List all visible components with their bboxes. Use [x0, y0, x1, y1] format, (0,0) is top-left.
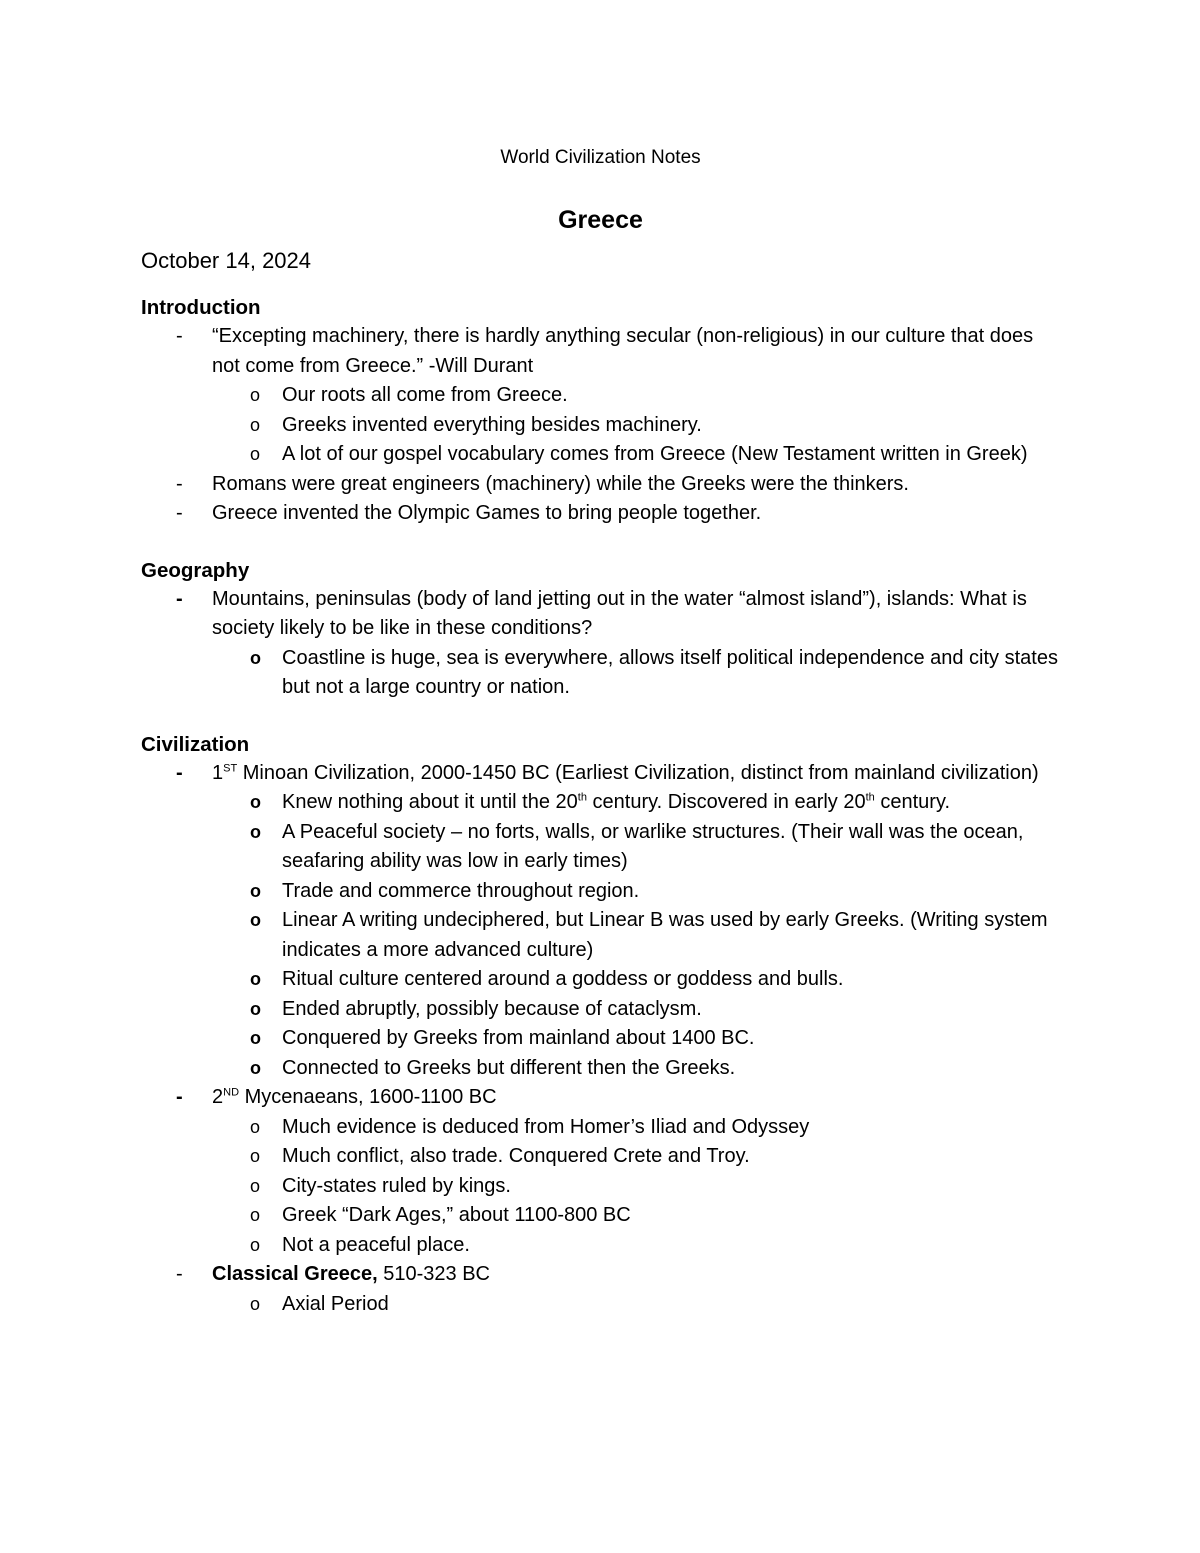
list-item-text: Greek “Dark Ages,” about 1100-800 BC — [282, 1204, 631, 1226]
list-item-text: Romans were great engineers (machinery) while the Greeks were the thinkers. — [212, 472, 909, 495]
ordinal-suffix: th — [865, 791, 875, 804]
list-item-text — [212, 1263, 490, 1285]
list-item-text: Not a peaceful place. — [282, 1233, 470, 1256]
circle-bullet: o — [250, 792, 261, 812]
list-item — [141, 499, 1060, 529]
list-item-text: Trade and commerce throughout region. — [282, 879, 640, 902]
circle-bullet: o — [250, 1146, 261, 1166]
list-item-text: Ritual culture centered around a goddess or goddess and bulls. — [282, 968, 844, 990]
classical-greece-dates: 510-323 BC — [377, 1263, 490, 1285]
text-run: century. Discovered in early 20 — [586, 791, 866, 813]
list-item-text: Axial Period — [282, 1292, 389, 1315]
list-item — [141, 440, 1060, 470]
list-item-text: Mountains, peninsulas (body of land jetting out in the water “almost island”), islands: What is society likely to be like in these conditions? — [212, 587, 1027, 639]
list-item — [141, 644, 1060, 703]
list-item — [141, 1083, 1060, 1113]
circle-bullet: o — [250, 444, 261, 464]
dash-bullet: - — [176, 502, 183, 524]
list-item-text: “Excepting machinery, there is hardly anything secular (non-religious) in our culture that does not come from Greece.” -Will Durant — [212, 325, 1034, 377]
dash-bullet: - — [176, 761, 183, 784]
ordinal-suffix: ND — [223, 1086, 240, 1099]
list-item-text: Coastline is huge, sea is everywhere, allows itself political independence and city states but not a large country or nation. — [282, 646, 1058, 698]
text-run: century. — [874, 791, 951, 813]
circle-bullet: o — [250, 1293, 261, 1314]
ordinal-suffix: th — [577, 791, 587, 804]
list-item-text: Our roots all come from Greece. — [282, 384, 568, 406]
list-item-text: City-states ruled by kings. — [282, 1174, 511, 1197]
list-item — [141, 1172, 1060, 1202]
list-item — [141, 585, 1060, 644]
dash-bullet: - — [176, 472, 183, 495]
list-item — [141, 995, 1060, 1025]
circle-bullet: o — [250, 998, 261, 1019]
list-item-text: Connected to Greeks but different then the Greeks. — [282, 1056, 736, 1079]
list-item-text — [212, 762, 1039, 784]
circle-bullet: o — [250, 385, 261, 405]
list-item-text: Conquered by Greeks from mainland about 1400 BC. — [282, 1027, 755, 1049]
list-item — [141, 411, 1060, 441]
section-heading-introduction: Introduction — [141, 296, 261, 319]
circle-bullet: o — [250, 1028, 261, 1048]
page-header: World Civilization Notes — [500, 147, 701, 168]
list-item — [141, 877, 1060, 907]
mycenaeans-heading-text: Mycenaeans, 1600-1100 BC — [239, 1086, 497, 1108]
circle-bullet: o — [250, 1057, 261, 1078]
list-item — [141, 1260, 1060, 1290]
section-heading-geography: Geography — [141, 558, 250, 582]
dash-bullet: - — [176, 1086, 183, 1108]
list-item-text — [282, 791, 950, 813]
list-item-text: A Peaceful society – no forts, walls, or warlike structures. (Their wall was the ocean, seafaring ability was low in early times) — [282, 820, 1024, 872]
list-item — [141, 1201, 1060, 1231]
page-title: Greece — [558, 206, 643, 234]
list-item — [141, 1054, 1060, 1084]
list-item — [141, 1290, 1060, 1320]
circle-bullet: o — [250, 1175, 261, 1196]
list-item-text: A lot of our gospel vocabulary comes from Greece (New Testament written in Greek) — [282, 443, 1028, 465]
circle-bullet: o — [250, 910, 261, 930]
section-heading-civilization: Civilization — [141, 732, 250, 756]
circle-bullet: o — [250, 1234, 261, 1255]
note-date: October 14, 2024 — [141, 248, 312, 273]
list-item — [141, 470, 1060, 500]
circle-bullet: o — [250, 880, 261, 901]
circle-bullet: o — [250, 969, 261, 989]
list-item — [141, 322, 1060, 381]
list-item — [141, 965, 1060, 995]
list-item — [141, 1113, 1060, 1143]
circle-bullet: o — [250, 821, 261, 842]
circle-bullet: o — [250, 1116, 261, 1137]
minoan-heading-text: Minoan Civilization, 2000-1450 BC (Earliest Civilization, distinct from mainland civilization) — [237, 761, 1039, 784]
list-item-text: Greece invented the Olympic Games to bring people together. — [212, 502, 762, 524]
list-item — [141, 759, 1060, 789]
list-item — [141, 1142, 1060, 1172]
list-item — [141, 906, 1060, 965]
list-item-text: Linear A writing undeciphered, but Linear B was used by early Greeks. (Writing system indicates a more advanced culture) — [282, 909, 1048, 961]
ordinal-suffix: ST — [223, 761, 238, 774]
list-item-text: Much conflict, also trade. Conquered Crete and Troy. — [282, 1145, 750, 1167]
list-item-text: Much evidence is deduced from Homer’s Iliad and Odyssey — [282, 1115, 810, 1138]
dash-bullet: - — [176, 325, 183, 347]
text-run: Knew nothing about it until the 20 — [282, 791, 578, 813]
list-item — [141, 1231, 1060, 1261]
ordinal-number: 1 — [212, 761, 224, 784]
circle-bullet: o — [250, 1205, 261, 1225]
dash-bullet: - — [176, 1263, 183, 1285]
dash-bullet: - — [176, 587, 183, 610]
ordinal-number: 2 — [212, 1086, 224, 1108]
list-item — [141, 788, 1060, 818]
list-item-text: Ended abruptly, possibly because of cataclysm. — [282, 997, 702, 1020]
list-item — [141, 381, 1060, 411]
list-item — [141, 1024, 1060, 1054]
list-item — [141, 818, 1060, 877]
circle-bullet: o — [250, 647, 261, 668]
circle-bullet: o — [250, 414, 261, 435]
list-item-text — [212, 1086, 497, 1108]
classical-greece-label: Classical Greece, — [212, 1263, 378, 1285]
list-item-text: Greeks invented everything besides machinery. — [282, 413, 702, 436]
